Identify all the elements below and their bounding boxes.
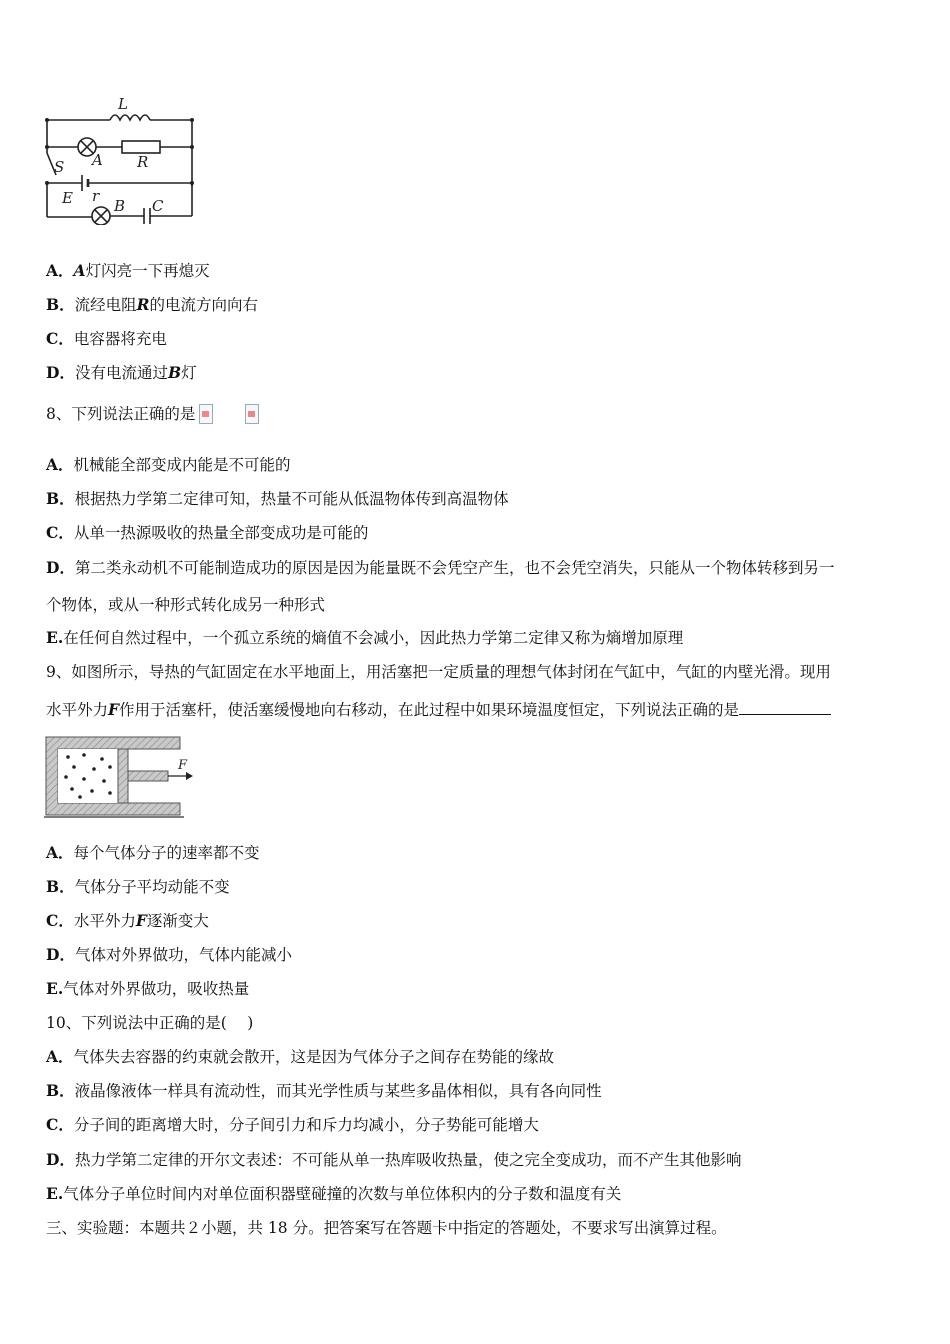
q9-option-d: D．气体对外界做功，气体内能减小 — [46, 945, 292, 964]
q10-option-e: E.气体分子单位时间内对单位面积器壁碰撞的次数与单位体积内的分子数和温度有关 — [46, 1184, 622, 1203]
answer-blank — [739, 700, 831, 715]
q9-stem-line1: 9、如图所示，导热的气缸固定在水平地面上，用活塞把一定质量的理想气体封闭在气缸中，气缸的内壁光滑。现用 — [46, 663, 831, 681]
q10-option-c: C．分子间的距离增大时，分子间引力和斥力均减小，分子势能可能增大 — [46, 1115, 539, 1134]
label-L: L — [118, 95, 128, 113]
q8-option-d-cont: 个物体，或从一种形式转化成另一种形式 — [46, 596, 326, 614]
q7-option-b: B．流经电阻R的电流方向向右 — [46, 295, 259, 314]
q9-stem-line2: 水平外力F作用于活塞杆，使活塞缓慢地向右移动，在此过程中如果环境温度恒定，下列说法正确的是 — [46, 700, 831, 720]
cylinder-diagram — [44, 733, 204, 823]
q8-stem: 8、下列说法正确的是 — [46, 404, 259, 424]
label-A: A — [92, 151, 103, 169]
image-icon — [199, 404, 213, 424]
q7-option-a: A．A灯闪亮一下再熄灭 — [46, 261, 210, 280]
label-E: E — [62, 189, 73, 207]
label-B: B — [114, 197, 126, 215]
q8-option-b: B．根据热力学第二定律可知，热量不可能从低温物体传到高温物体 — [46, 489, 509, 508]
q8-option-c: C．从单一热源吸收的热量全部变成功是可能的 — [46, 523, 369, 542]
label-S: S — [54, 158, 65, 176]
q8-option-a: A．机械能全部变成内能是不可能的 — [46, 455, 291, 474]
section-three-heading: 三、实验题：本题共２小题，共 18 分。把答案写在答题卡中指定的答题处，不要求写出演算过程。 — [46, 1219, 727, 1237]
q9-option-c: C．水平外力F逐渐变大 — [46, 911, 209, 930]
q10-option-a: A．气体失去容器的约束就会散开，这是因为气体分子之间存在势能的缘故 — [46, 1047, 555, 1066]
label-C: C — [152, 197, 164, 215]
q7-option-d: D．没有电流通过B灯 — [46, 363, 197, 382]
force-label: F — [178, 758, 188, 773]
q9-option-e: E.气体对外界做功，吸收热量 — [46, 979, 250, 998]
image-icon — [245, 404, 259, 424]
q7-option-c: C．电容器将充电 — [46, 329, 167, 348]
q10-option-d: D．热力学第二定律的开尔文表述：不可能从单一热库吸收热量，使之完全变成功，而不产生其他影响 — [46, 1150, 742, 1169]
q8-option-e: E.在任何自然过程中，一个孤立系统的熵值不会减小，因此热力学第二定律又称为熵增加原理 — [46, 628, 684, 647]
circuit-diagram — [40, 95, 200, 225]
label-R: R — [137, 153, 149, 171]
label-r: r — [92, 187, 100, 205]
q8-option-d: D．第二类永动机不可能制造成功的原因是因为能量既不会凭空产生，也不会凭空消失，只能从一个物体转移到另一 — [46, 558, 835, 577]
q10-option-b: B．液晶像液体一样具有流动性，而其光学性质与某些多晶体相似，具有各向同性 — [46, 1081, 602, 1100]
q9-option-a: A．每个气体分子的速率都不变 — [46, 843, 260, 862]
q10-stem: 10、下列说法中正确的是( ) — [46, 1014, 254, 1032]
q9-option-b: B．气体分子平均动能不变 — [46, 877, 230, 896]
